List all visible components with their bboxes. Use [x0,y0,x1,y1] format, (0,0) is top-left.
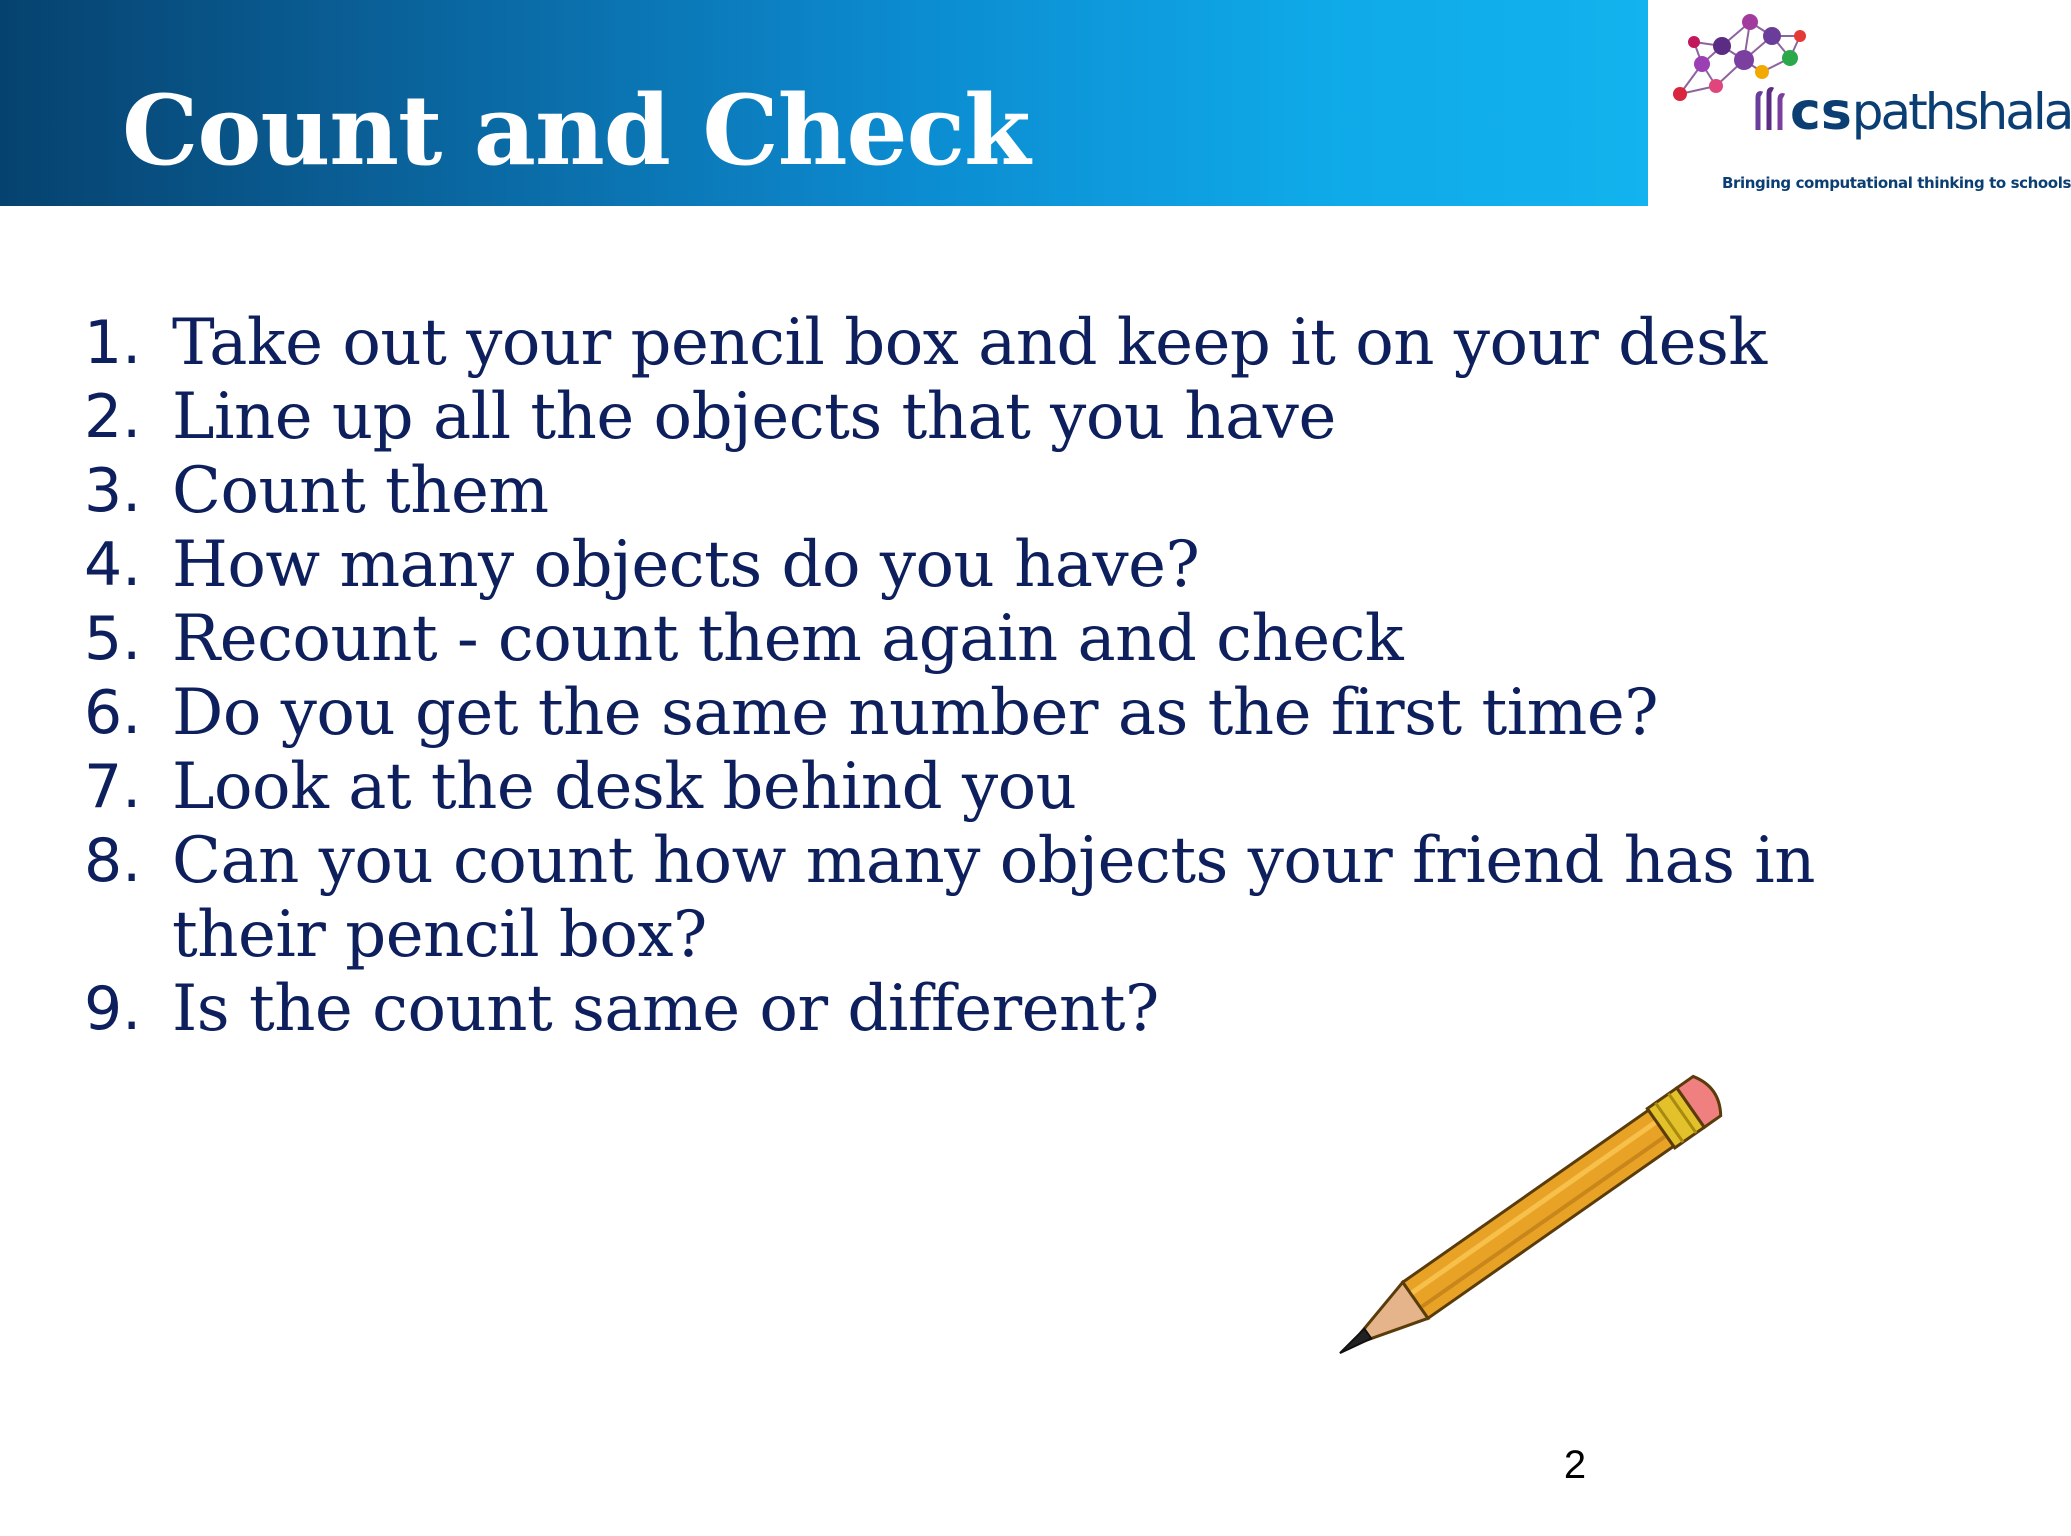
logo-wordmark [1790,82,2071,154]
list-item-number: 9. [84,974,142,1044]
list-item-text: Recount - count them again and check [172,602,1404,676]
list-item-text: Can you count how many objects your friend has in their pencil box? [172,824,1815,972]
list-item-number: 6. [84,678,142,748]
list-item [84,380,1864,454]
list-item-number: 8. [84,826,142,896]
list-item [84,676,1864,750]
slide-title: Count and Check [122,74,1030,187]
list-item-text: Look at the desk behind you [172,750,1077,824]
list-item-text: Take out your pencil box and keep it on your desk [172,306,1767,380]
page-number: 2 [1563,1443,1587,1487]
list-item-text: How many objects do you have? [172,528,1200,602]
list-item [84,824,1864,972]
list-item [84,750,1864,824]
logo-brand-prefix: cs [1790,82,1852,142]
list-item-text: Count them [172,454,549,528]
header-bar [0,0,1648,206]
list-item [84,454,1864,528]
instruction-list [84,306,1864,1046]
list-item [84,602,1864,676]
list-item-number: 1. [84,308,142,378]
pencil-icon [1270,1030,1790,1410]
list-item-text: Do you get the same number as the first time? [172,676,1659,750]
list-item [84,306,1864,380]
cs-pathshala-logo [1660,6,2071,202]
logo-brand-name: pathshala [1851,83,2071,141]
list-item-number: 4. [84,530,142,600]
list-item-number: 3. [84,456,142,526]
list-item [84,528,1864,602]
logo-bars-icon [1752,84,1792,130]
list-item-number: 2. [84,382,142,452]
list-item-text: Line up all the objects that you have [172,380,1336,454]
list-item-text: Is the count same or different? [172,972,1159,1046]
list-item-number: 7. [84,752,142,822]
logo-tagline: Bringing computational thinking to schools [1722,174,2071,192]
list-item-number: 5. [84,604,142,674]
